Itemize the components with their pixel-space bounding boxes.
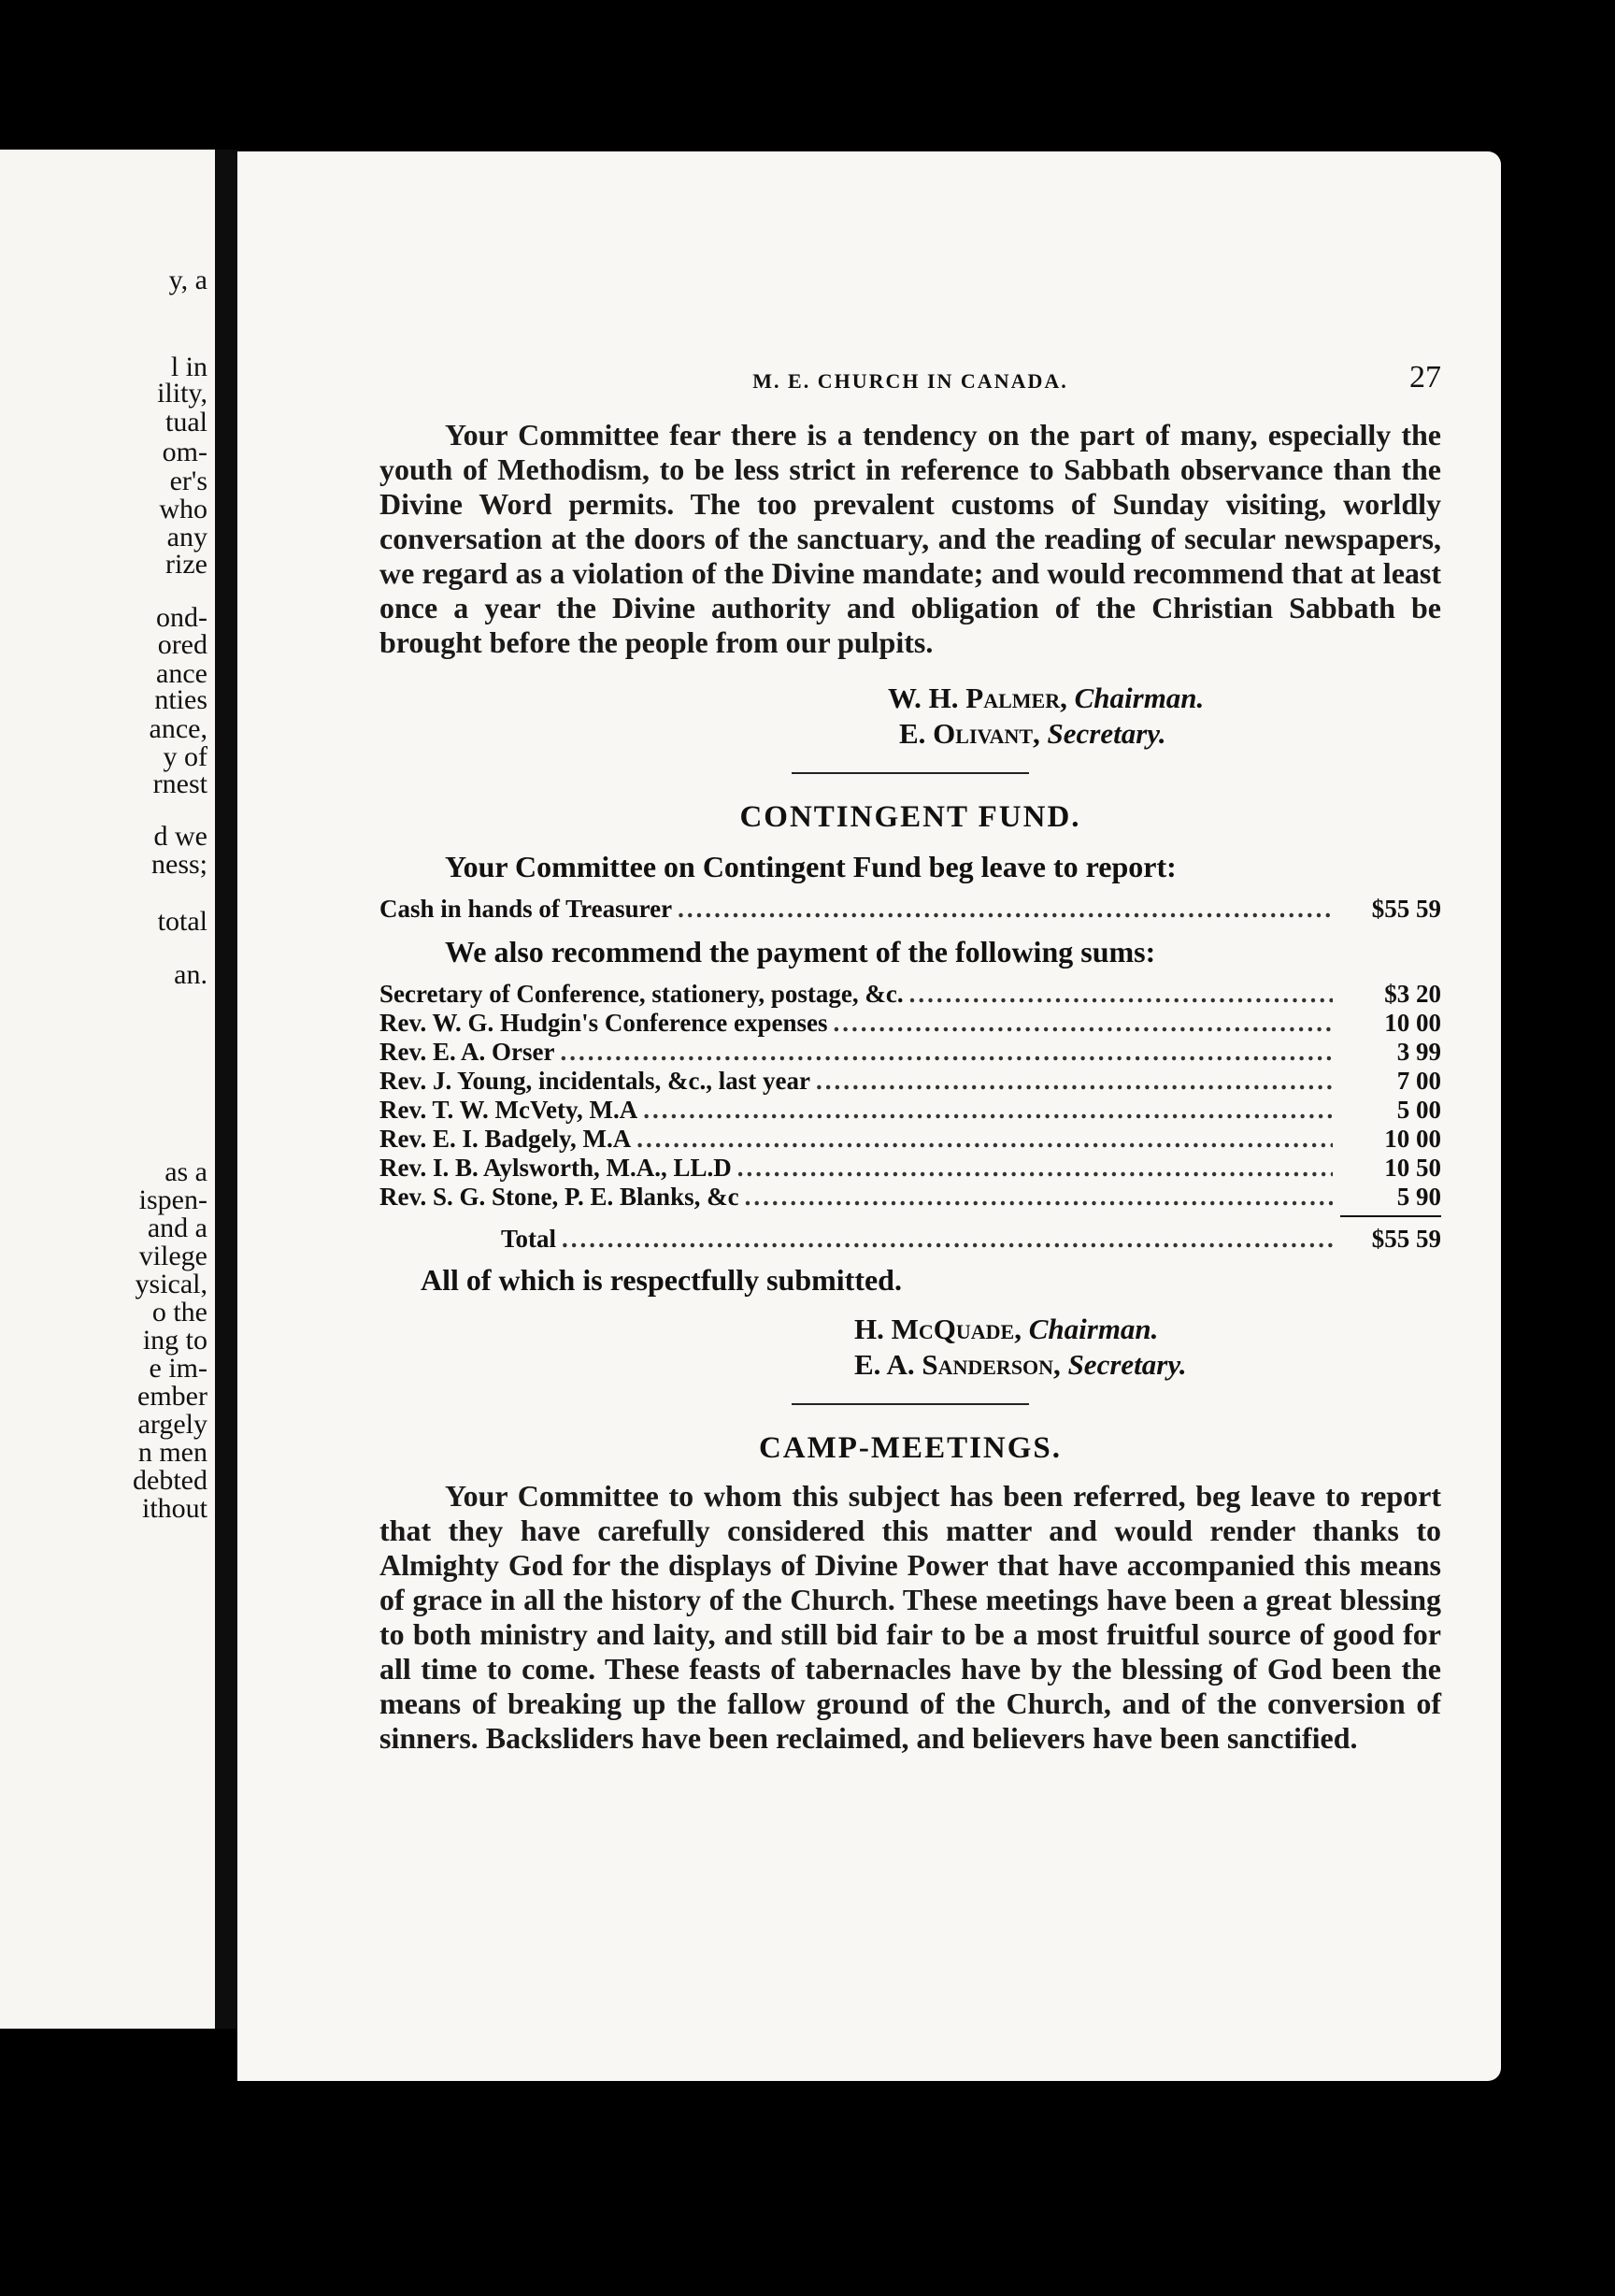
recommend-line: We also recommend the payment of the following sums:: [445, 935, 1156, 969]
section-divider: [792, 1403, 1029, 1405]
left-page-line: nties: [154, 684, 207, 715]
left-page-line: ness;: [151, 849, 207, 880]
payment-row: [379, 1009, 1441, 1038]
signature-name: W. H. Palmer,: [888, 682, 1067, 714]
signature-name: H. McQuade,: [854, 1313, 1022, 1345]
payment-amount: $3 20: [1384, 980, 1441, 1008]
cash-row: [379, 895, 1441, 924]
leader-dots: [560, 1038, 1333, 1067]
left-page-line: argely: [137, 1409, 207, 1440]
left-page-line: debted: [133, 1465, 207, 1496]
left-page-line: ing to: [142, 1325, 207, 1356]
payment-row: [379, 1125, 1441, 1154]
payment-label: Rev. W. G. Hudgin's Conference expenses: [379, 1009, 828, 1037]
cash-label: Cash in hands of Treasurer: [379, 895, 673, 923]
contingent-fund-intro: Your Committee on Contingent Fund beg leave to report:: [445, 850, 1177, 883]
left-page-line: ored: [157, 629, 207, 660]
leader-dots: [834, 1009, 1333, 1038]
signature-role: Chairman.: [1028, 1313, 1159, 1345]
left-page-line: and a: [147, 1213, 207, 1243]
left-page-line: o the: [151, 1297, 207, 1327]
left-page-line: y, a: [168, 265, 207, 295]
payment-label: Rev. I. B. Aylsworth, M.A., LL.D: [379, 1154, 732, 1182]
leader-dots: [678, 895, 1333, 924]
signature-role: Secretary.: [1047, 717, 1166, 750]
left-page-line: ance,: [149, 713, 207, 744]
leader-dots: [816, 1067, 1333, 1096]
payment-row: [379, 980, 1441, 1009]
payment-label: Rev. T. W. McVety, M.A: [379, 1096, 638, 1124]
contingent-fund-heading: CONTINGENT FUND.: [739, 800, 1081, 834]
left-page-line: l in: [170, 352, 207, 382]
payment-amount: 5 90: [1396, 1183, 1441, 1211]
signature-name: E. A. Sanderson,: [854, 1348, 1061, 1381]
signature-role: Chairman.: [1074, 682, 1205, 714]
left-page-line: n men: [137, 1437, 207, 1468]
left-page-line: any: [166, 522, 207, 552]
payment-amount: 10 50: [1384, 1154, 1441, 1182]
left-page-line: ility,: [157, 378, 207, 409]
camp-meetings-paragraph: Your Committee to whom this subject has been referred, beg leave to report that they have carefully considered this matter and would render thanks to Almighty God for the displays of Divine Power that have accompanied this means of grace in all the history of the Church. These meetings have been a great blessing to both ministry and laity, and still bid fair to be a most fruitful source of good for all time to come. These feasts of tabernacles have by the blessing of God been the means of breaking up the fallow ground of the Church, and of the conversion of sinners. Backsliders have been reclaimed, and believers have been sanctified.: [379, 1479, 1441, 1755]
total-label: Total: [501, 1225, 557, 1253]
payment-row: [379, 1038, 1441, 1067]
page-number: 27: [1409, 360, 1441, 395]
payment-amount: 3 99: [1396, 1038, 1441, 1066]
payment-items: [379, 980, 1441, 1254]
payment-row: [379, 1096, 1441, 1125]
payment-row: [379, 1067, 1441, 1096]
left-page-line: who: [159, 494, 207, 524]
left-page-line: om-: [162, 437, 207, 467]
left-page-line: an.: [174, 959, 207, 990]
left-page-line: total: [157, 906, 207, 937]
left-page-line: ithout: [141, 1493, 207, 1524]
leader-dots: [745, 1183, 1333, 1212]
leader-dots: [909, 980, 1333, 1009]
fund-chairman-signature: [379, 1312, 1441, 1347]
payment-amount: 5 00: [1396, 1096, 1441, 1124]
signature-name: E. Olivant,: [899, 717, 1040, 750]
payment-row: [379, 1183, 1441, 1212]
closing-line: All of which is respectfully submitted.: [421, 1263, 902, 1297]
sabbath-paragraph: Your Committee fear there is a tendency on the part of many, especially the youth of Methodism, to be less strict in reference to Sabbath observance than the Divine Word permits. The too prevalent customs of Sunday visiting, worldly conversation at the doors of the sanctuary, and the reading of secular newspapers, we regard as a violation of the Divine mandate; and would recommend that at least once a year the Divine authority and obligation of the Christian Sabbath be brought before the people from our pulpits.: [379, 418, 1441, 659]
cash-amount: $55 59: [1371, 895, 1441, 923]
book-page: [237, 151, 1501, 2081]
sabbath-chairman-signature: [379, 681, 1441, 716]
left-page-line: rize: [165, 549, 207, 580]
payment-label: Rev. E. I. Badgely, M.A: [379, 1125, 632, 1153]
total-amount: $55 59: [1371, 1225, 1441, 1253]
section-divider: [792, 772, 1029, 774]
left-facing-page: [0, 150, 217, 2029]
total-rule: [1340, 1215, 1441, 1217]
page-header: [379, 362, 1441, 418]
payment-amount: 7 00: [1396, 1067, 1441, 1095]
fund-secretary-signature: [379, 1347, 1441, 1383]
left-page-line: ance: [156, 658, 207, 689]
left-page-line: e im-: [149, 1353, 207, 1384]
payment-label: Rev. S. G. Stone, P. E. Blanks, &c: [379, 1183, 739, 1211]
left-page-line: ond-: [156, 602, 207, 633]
payment-label: Rev. J. Young, incidentals, &c., last year: [379, 1067, 810, 1095]
left-page-line: y of: [163, 741, 207, 772]
left-page-line: er's: [169, 466, 207, 496]
left-page-line: as a: [164, 1156, 207, 1187]
sabbath-secretary-signature: [379, 716, 1441, 752]
leader-dots: [737, 1154, 1333, 1183]
leader-dots: [562, 1225, 1333, 1254]
payment-label: Rev. E. A. Orser: [379, 1038, 555, 1066]
payment-amount: 10 00: [1384, 1125, 1441, 1153]
left-page-line: tual: [165, 407, 207, 438]
leader-dots: [643, 1096, 1333, 1125]
left-page-line: d we: [153, 821, 207, 852]
signature-role: Secretary.: [1067, 1348, 1187, 1381]
camp-meetings-heading: CAMP-MEETINGS.: [758, 1431, 1063, 1465]
running-head: M. E. CHURCH IN CANADA.: [752, 369, 1068, 393]
left-page-line: vilege: [138, 1241, 207, 1271]
total-row: [379, 1225, 1441, 1254]
payment-row: [379, 1154, 1441, 1183]
leader-dots: [636, 1125, 1333, 1154]
left-page-line: ispen-: [138, 1184, 207, 1215]
left-page-line: ember: [137, 1381, 207, 1412]
left-page-line: rnest: [152, 768, 207, 799]
payment-label: Secretary of Conference, stationery, postage, &c.: [379, 980, 904, 1008]
left-page-line: ysical,: [135, 1269, 207, 1299]
payment-amount: 10 00: [1384, 1009, 1441, 1037]
page-content: [379, 362, 1441, 1756]
book-gutter: [215, 150, 239, 2029]
